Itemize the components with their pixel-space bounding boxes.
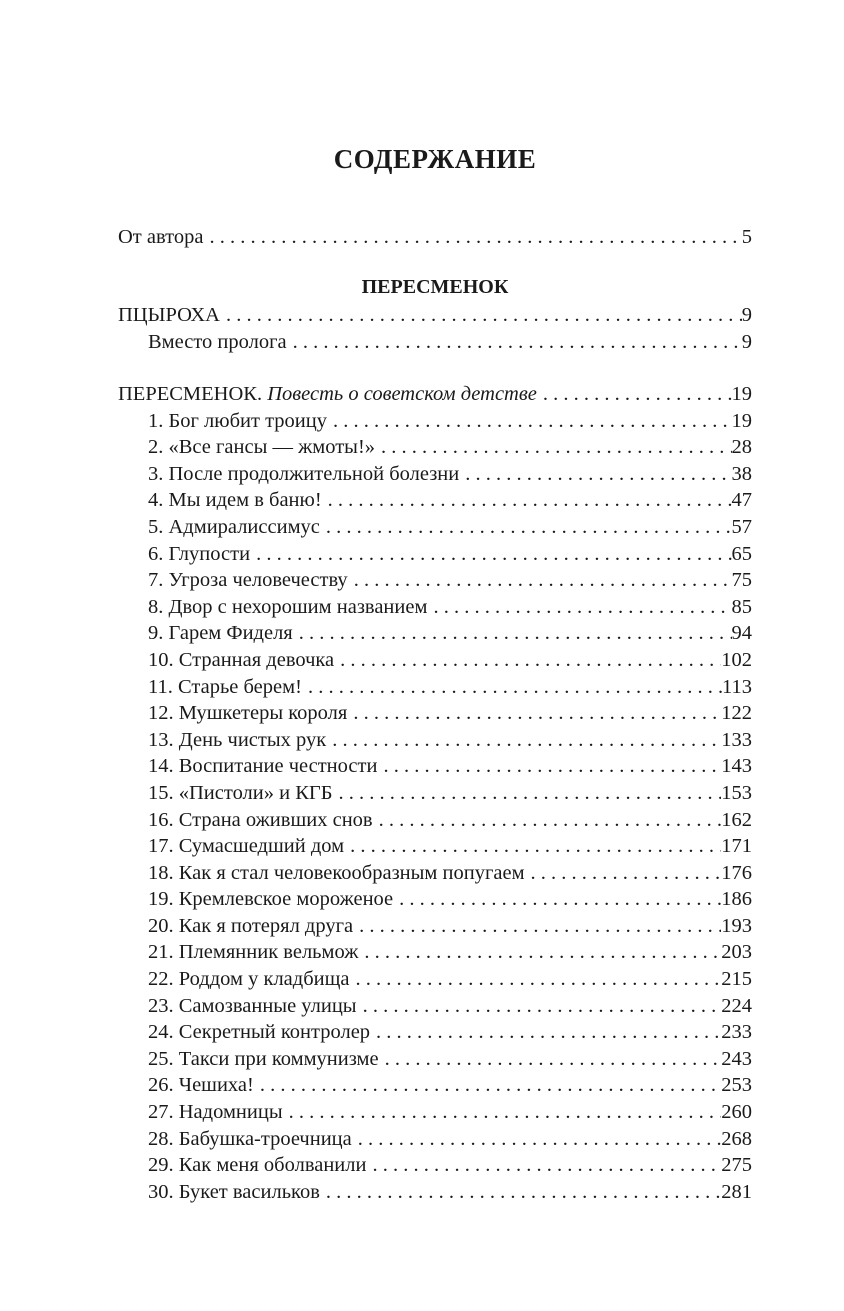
dot-leader [250, 541, 731, 568]
toc-entry-label: 6. Глупости [148, 542, 251, 565]
toc-entry-chapter[interactable] [118, 1179, 752, 1206]
toc-entry-chapter[interactable] [118, 939, 752, 966]
toc-entry-chapter[interactable] [118, 1046, 752, 1073]
dot-leader [333, 780, 722, 807]
toc-entry-chapter[interactable] [118, 727, 752, 754]
toc-entry-chapter[interactable] [118, 674, 752, 701]
toc-entry-chapter[interactable] [118, 594, 752, 621]
toc-entry-label: Вместо пролога [148, 330, 287, 353]
dot-leader [373, 807, 722, 834]
toc-entry-label: От автора [118, 226, 204, 248]
toc-entry-label: 29. Как меня оболванили [148, 1154, 367, 1177]
dot-leader [326, 727, 721, 754]
toc-entry-label: 16. Страна оживших снов [148, 808, 373, 831]
dot-leader [203, 224, 741, 251]
toc-entry-page: 85 [731, 595, 752, 618]
dot-leader [353, 913, 721, 940]
toc-entry-chapter[interactable] [118, 1152, 752, 1179]
dot-leader [379, 1046, 722, 1073]
toc-entry-label: ПЦЫРОХА [118, 304, 220, 326]
toc-entry-page: 113 [722, 675, 752, 698]
dot-leader [327, 408, 732, 435]
dot-leader [283, 1099, 722, 1126]
dot-leader [358, 939, 721, 966]
toc-entry-page: 193 [721, 914, 752, 937]
toc-entry-chapter[interactable] [118, 700, 752, 727]
toc-entry-label: 19. Кремлевское мороженое [148, 888, 394, 911]
toc-entry-page: 122 [721, 702, 752, 725]
toc-entry-page: 133 [721, 728, 752, 751]
toc-entry-label: 10. Странная девочка [148, 648, 335, 671]
dot-leader [370, 1019, 721, 1046]
toc-entry-label: 20. Как я потерял друга [148, 914, 354, 937]
toc-entry-page: 171 [721, 835, 752, 858]
toc-entry-label: 8. Двор с нехорошим названием [148, 595, 428, 618]
toc-entry-chapter[interactable] [118, 1019, 752, 1046]
toc-entry-page: 143 [721, 755, 752, 778]
toc-entry-label: 25. Такси при коммунизме [148, 1047, 379, 1070]
toc-entry-chapter[interactable] [118, 833, 752, 860]
dot-leader [377, 753, 721, 780]
group2-list [118, 381, 752, 1205]
toc-entry-title: ПЕРЕСМЕНОК. [118, 383, 263, 405]
toc-entry-label: 24. Секретный контролер [148, 1021, 371, 1044]
page-title: СОДЕРЖАНИЕ [333, 144, 537, 174]
dot-leader [347, 700, 721, 727]
toc-entry-chapter[interactable] [118, 1072, 752, 1099]
toc-entry-label: 1. Бог любит троицу [148, 409, 327, 432]
toc-entry-chapter[interactable] [118, 993, 752, 1020]
toc-entry-page: 275 [721, 1154, 752, 1177]
dot-leader [375, 434, 731, 461]
toc-entry-page: 57 [731, 515, 752, 538]
toc-entry-label: 11. Старье берем! [148, 675, 302, 698]
toc-entry-chapter[interactable] [118, 913, 752, 940]
dot-leader [254, 1072, 721, 1099]
toc-entry-chapter[interactable] [118, 753, 752, 780]
toc-entry-page: 102 [721, 648, 752, 671]
toc-entry-chapter[interactable] [118, 541, 752, 568]
dot-leader [459, 461, 731, 488]
toc-entry-label: 9. Гарем Фиделя [148, 622, 293, 645]
toc-entry-label: 2. «Все гансы — жмоты!» [148, 436, 376, 459]
toc-entry-label: 13. День чистых рук [148, 728, 327, 751]
toc-entry-label: 27. Надомницы [148, 1101, 283, 1124]
toc-entry-chapter[interactable] [118, 1126, 752, 1153]
toc-entry-page: 260 [721, 1101, 752, 1124]
dot-leader [334, 647, 721, 674]
toc-entry-page: 94 [731, 622, 752, 645]
toc-entry-chapter[interactable] [118, 780, 752, 807]
toc-entry-chapter[interactable] [118, 966, 752, 993]
toc-entry-chapter[interactable] [118, 886, 752, 913]
toc-entry-chapter[interactable] [118, 408, 752, 435]
dot-leader [352, 1126, 722, 1153]
toc-entry-ptsyrokha[interactable] [118, 302, 752, 329]
toc-entry-page: 233 [721, 1021, 752, 1044]
toc-entry-page: 5 [741, 226, 752, 248]
toc-entry-page: 9 [741, 330, 752, 353]
toc-entry-chapter[interactable] [118, 514, 752, 541]
dot-leader [320, 1179, 721, 1206]
toc-entry-chapter[interactable] [118, 647, 752, 674]
toc-entry-label: 4. Мы идем в баню! [148, 489, 322, 512]
toc-entry-page: 65 [731, 542, 752, 565]
dot-leader [220, 302, 742, 329]
dot-leader [366, 1152, 721, 1179]
dot-leader [427, 594, 731, 621]
dot-leader [348, 567, 732, 594]
intro-list [118, 224, 752, 251]
toc-entry-label: 18. Как я стал человекообразным попугаем [148, 861, 525, 884]
toc-entry-label: 17. Сумасшедший дом [148, 835, 345, 858]
toc-entry-peresmenok[interactable] [118, 381, 752, 408]
toc-entry-page: 162 [721, 808, 752, 831]
toc-entry-chapter[interactable] [118, 860, 752, 887]
toc-entry-page: 28 [731, 436, 752, 459]
toc-entry-label: 23. Самозванные улицы [148, 994, 357, 1017]
dot-leader [344, 833, 721, 860]
toc-entry-page: 253 [721, 1074, 752, 1097]
toc-entry-page: 75 [731, 569, 752, 592]
dot-leader [293, 620, 732, 647]
toc-entry-page: 9 [741, 304, 752, 326]
toc-entry-chapter[interactable] [118, 807, 752, 834]
toc-entry-page: 243 [721, 1047, 752, 1070]
dot-leader [320, 514, 732, 541]
dot-leader [287, 329, 742, 356]
toc-entry-label [118, 381, 537, 408]
toc-entry-page: 176 [721, 861, 752, 884]
toc-entry-page: 47 [731, 489, 752, 512]
toc-entry-label: 21. Племянник вельмож [148, 941, 359, 964]
group1-list [118, 302, 752, 355]
toc-entry-label: 7. Угроза человечеству [148, 569, 348, 592]
toc-entry-page: 38 [731, 462, 752, 485]
section-heading: ПЕРЕСМЕНОК [361, 276, 509, 298]
toc-entry-chapter[interactable] [118, 567, 752, 594]
toc-entry-page: 281 [721, 1180, 752, 1203]
toc-entry-from-author[interactable] [118, 224, 752, 251]
dot-leader [322, 487, 732, 514]
toc-entry-label: 26. Чешиха! [148, 1074, 254, 1097]
dot-leader [302, 674, 722, 701]
toc-entry-page: 19 [731, 383, 752, 405]
dot-leader [393, 886, 721, 913]
toc-entry-label: 22. Роддом у кладбища [148, 968, 350, 991]
toc-entry-label: 28. Бабушка-троечница [148, 1127, 352, 1150]
toc-entry-page: 19 [731, 409, 752, 432]
dot-leader [525, 860, 722, 887]
toc-entry-label: 30. Букет васильков [148, 1180, 320, 1203]
toc-entry-label: 14. Воспитание честности [148, 755, 378, 778]
toc-entry-subtitle: Повесть о советском детстве [267, 383, 537, 405]
toc-entry-chapter[interactable] [118, 620, 752, 647]
toc-entry-page: 153 [721, 781, 752, 804]
toc-entry-page: 203 [721, 941, 752, 964]
dot-leader [537, 381, 732, 408]
toc-entry-label: 5. Адмиралиссимус [148, 515, 320, 538]
toc-entry-page: 215 [721, 968, 752, 991]
dot-leader [357, 993, 722, 1020]
toc-entry-page: 224 [721, 994, 752, 1017]
toc-entry-prologue[interactable] [118, 329, 752, 356]
dot-leader [350, 966, 722, 993]
toc-entry-page: 268 [721, 1127, 752, 1150]
toc-entry-page: 186 [721, 888, 752, 911]
toc-entry-label: 15. «Пистоли» и КГБ [148, 781, 333, 804]
toc-entry-chapter[interactable] [118, 1099, 752, 1126]
toc-entry-chapter[interactable] [118, 461, 752, 488]
toc-entry-chapter[interactable] [118, 434, 752, 461]
toc-entry-label: 12. Мушкетеры короля [148, 702, 348, 725]
toc-entry-label: 3. После продолжительной болезни [148, 462, 460, 485]
toc-entry-chapter[interactable] [118, 487, 752, 514]
